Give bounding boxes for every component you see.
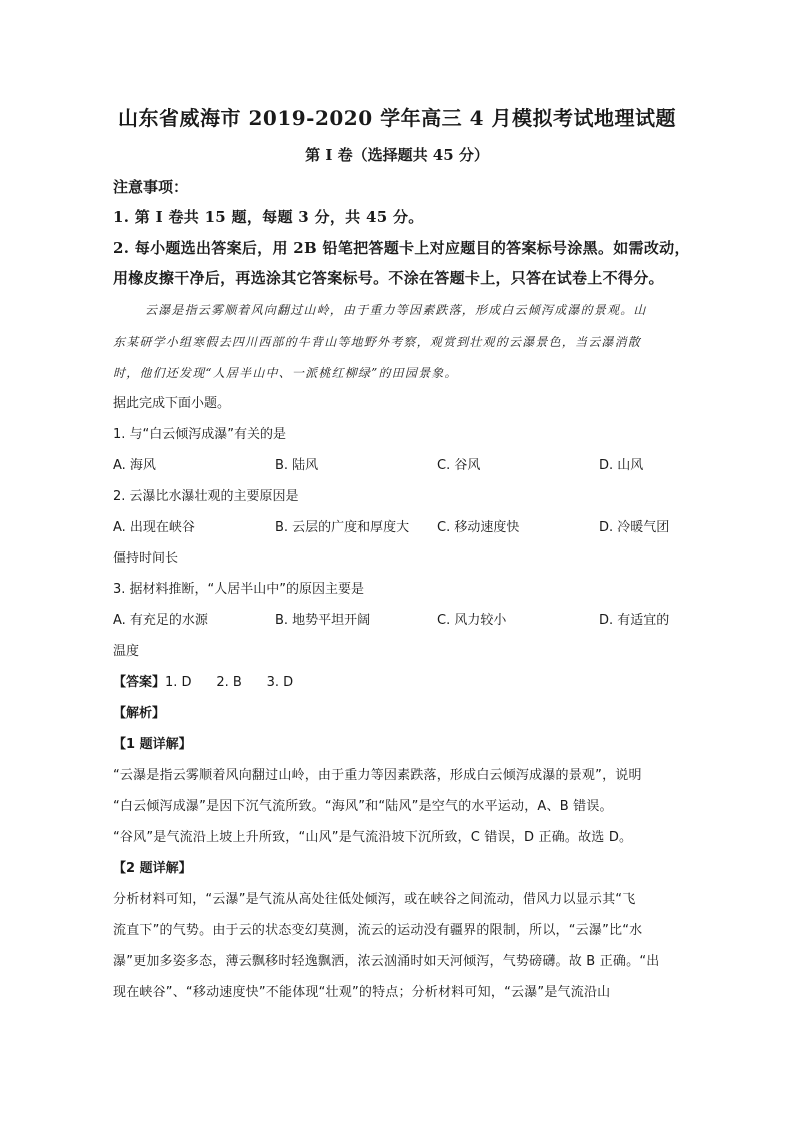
notice-item-1: 1. 第 I 卷共 15 题，每题 3 分，共 45 分。	[113, 208, 424, 226]
passage-instruction: 据此完成下面小题。	[113, 396, 231, 411]
notice-item-2-line-2: 用橡皮擦干净后，再选涂其它答案标号。不涂在答题卡上，只答在试卷上不得分。	[113, 269, 664, 287]
passage-line-3: 时，他们还发现“人居半山中、一派桃红柳绿”的田园景象。	[113, 366, 458, 380]
question-1-option-b: B. 陆风	[275, 458, 319, 473]
notice-heading: 注意事项：	[113, 178, 189, 196]
question-3-option-d-continuation: 温度	[113, 644, 140, 659]
question-3-option-d: D. 有适宜的	[599, 613, 670, 628]
question-1-analysis-line-1: “云瀑是指云雾顺着风向翻过山岭，由于重力等因素跌落，形成白云倾泻成瀑的景观”，说明	[113, 768, 642, 783]
question-1-option-c: C. 谷风	[437, 458, 481, 473]
question-3-option-c: C. 风力较小	[437, 613, 507, 628]
answer-row	[113, 673, 683, 693]
question-3-option-a: A. 有充足的水源	[113, 613, 208, 628]
question-2-analysis-line-4: 现在峡谷”、“移动速度快”不能体现“壮观”的特点；分析材料可知，“云瀑”是气流沿山	[113, 985, 611, 1000]
question-1-option-a: A. 海风	[113, 458, 156, 473]
page-subtitle: 第 I 卷（选择题共 45 分）	[305, 146, 489, 164]
page-title: 山东省威海市 2019-2020 学年高三 4 月模拟考试地理试题	[118, 106, 676, 130]
question-2-analysis-line-1: 分析材料可知，“云瀑”是气流从高处往低处倾泻，或在峡谷之间流动，借风力以显示其“飞	[113, 892, 636, 907]
question-2-option-c: C. 移动速度快	[437, 520, 520, 535]
answer-values: 1. D 2. B 3. D	[165, 675, 294, 690]
question-3-option-b: B. 地势平坦开阔	[275, 613, 371, 628]
question-3-stem: 3. 据材料推断，“人居半山中”的原因主要是	[113, 582, 365, 597]
question-1-stem: 1. 与“白云倾泻成瀑”有关的是	[113, 427, 287, 442]
passage-line-1: 云瀑是指云雾顺着风向翻过山岭，由于重力等因素跌落，形成白云倾泻成瀑的景观。山	[145, 303, 647, 317]
passage-line-2: 东某研学小组寒假去四川西部的牛背山等地野外考察，观赏到壮观的云瀑景色，当云瀑消散	[113, 335, 642, 349]
question-2-option-d: D. 冷暖气团	[599, 520, 670, 535]
question-1-option-d: D. 山风	[599, 458, 644, 473]
question-2-analysis-line-3: 瀑”更加多姿多态，薄云飘移时轻逸飘洒，浓云汹涌时如天河倾泻，气势磅礴。故 B 正确。“出	[113, 954, 660, 969]
analysis-label: 【解析】	[113, 706, 166, 721]
question-1-analysis-heading: 【1 题详解】	[113, 737, 192, 752]
question-2-option-b: B. 云层的广度和厚度大	[275, 520, 410, 535]
question-2-option-a: A. 出现在峡谷	[113, 520, 195, 535]
answer-label: 【答案】	[113, 675, 166, 690]
notice-item-2-line-1: 2. 每小题选出答案后，用 2B 铅笔把答题卡上对应题目的答案标号涂黑。如需改动，	[113, 239, 690, 257]
question-1-analysis-line-3: “谷风”是气流沿上坡上升所致，“山风”是气流沿坡下沉所致，C 错误，D 正确。故选 D。	[113, 830, 633, 845]
question-2-stem: 2. 云瀑比水瀑壮观的主要原因是	[113, 489, 299, 504]
question-2-option-d-continuation: 僵持时间长	[113, 551, 179, 566]
question-2-analysis-heading: 【2 题详解】	[113, 861, 192, 876]
question-1-analysis-line-2: “白云倾泻成瀑”是因下沉气流所致。“海风”和“陆风”是空气的水平运动，A、B 错误。	[113, 799, 613, 814]
question-2-analysis-line-2: 流直下”的气势。由于云的状态变幻莫测，流云的运动没有疆界的限制，所以，“云瀑”比“水	[113, 923, 643, 938]
